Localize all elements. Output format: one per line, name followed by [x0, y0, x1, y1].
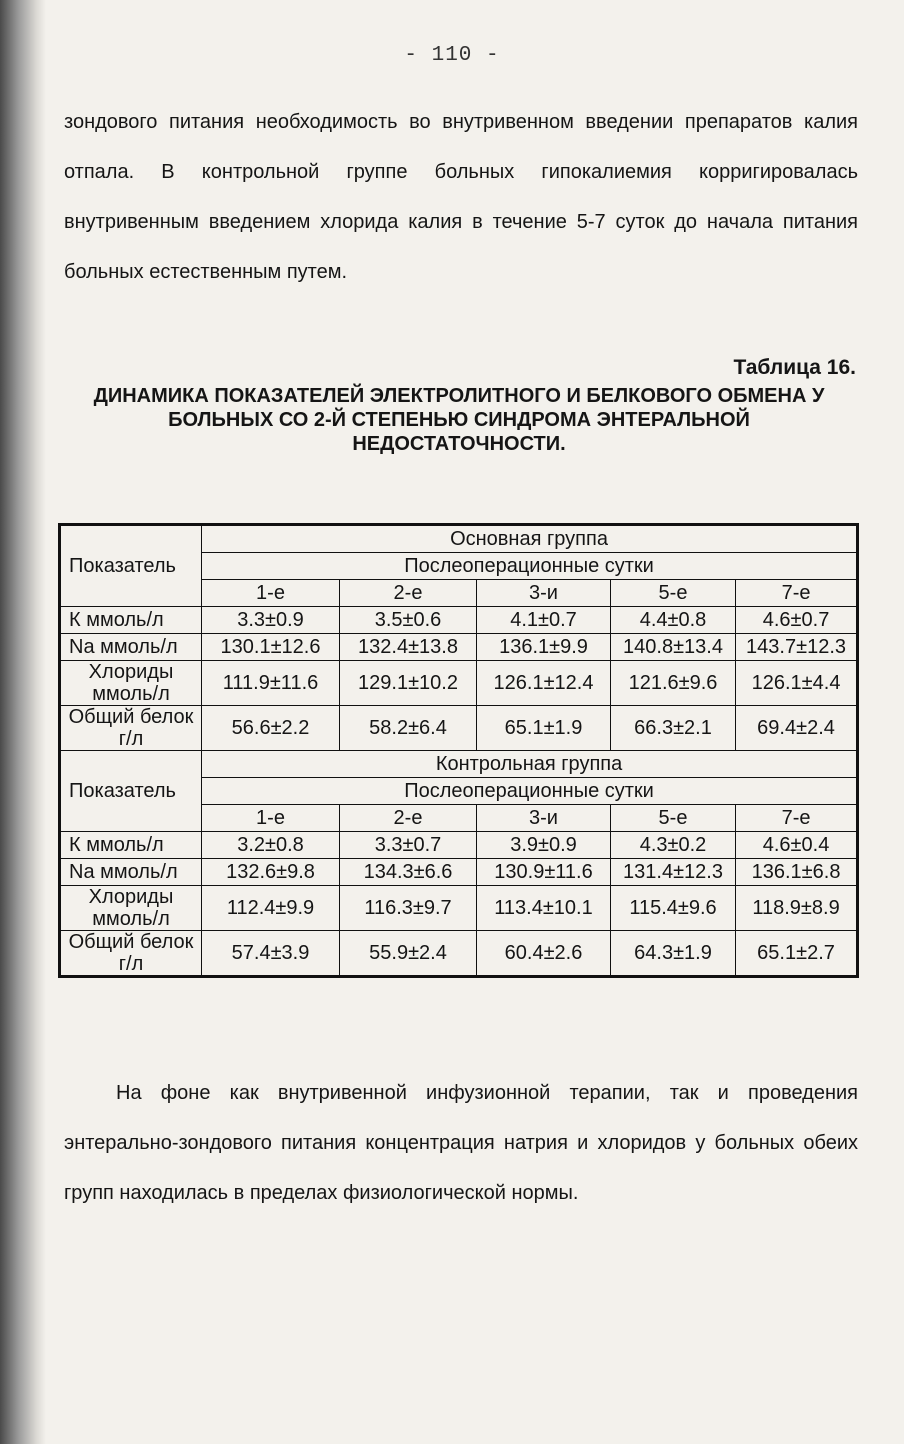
table-cell: 3.5±0.6	[340, 607, 477, 634]
row-label: Na ммоль/л	[60, 859, 202, 886]
table-row	[60, 832, 858, 859]
group-name: Контрольная группа	[202, 751, 858, 778]
row-label: Хлориды ммоль/л	[60, 661, 202, 706]
table-label: Таблица 16.	[733, 356, 856, 379]
table-cell: 4.6±0.4	[736, 832, 858, 859]
table-row	[60, 706, 858, 751]
table-cell: 66.3±2.1	[611, 706, 736, 751]
table-row	[60, 859, 858, 886]
day-header: 3-и	[477, 805, 611, 832]
group-name: Основная группа	[202, 525, 858, 553]
table-row	[60, 661, 858, 706]
table-cell: 136.1±6.8	[736, 859, 858, 886]
table-cell: 3.2±0.8	[202, 832, 340, 859]
table-cell: 58.2±6.4	[340, 706, 477, 751]
table-cell: 129.1±10.2	[340, 661, 477, 706]
page-gutter-shadow	[0, 0, 46, 1444]
row-header-label: Показатель	[60, 525, 202, 607]
day-header: 5-е	[611, 805, 736, 832]
day-header: 7-е	[736, 805, 858, 832]
table-cell: 60.4±2.6	[477, 931, 611, 977]
day-header: 1-е	[202, 805, 340, 832]
row-label: Общий белок г/л	[60, 931, 202, 977]
table-cell: 132.6±9.8	[202, 859, 340, 886]
group-header-row	[60, 751, 858, 778]
table-cell: 121.6±9.6	[611, 661, 736, 706]
page-number: - 110 -	[404, 44, 500, 67]
paragraph-top-text: зондового питания необходимость во внутривенном введении препаратов калия отпала. В контрольной группе больных гипокалиемия корригировалась внутривенным введением хлорида калия в течение 5-7 суток до начала питания больных естественным путем.	[64, 111, 858, 283]
group-header-row	[60, 525, 858, 553]
day-header: 3-и	[477, 580, 611, 607]
table-cell: 140.8±13.4	[611, 634, 736, 661]
table-cell: 126.1±12.4	[477, 661, 611, 706]
table-title: ДИНАМИКА ПОКАЗАТЕЛЕЙ ЭЛЕКТРОЛИТНОГО И БЕЛКОВОГО ОБМЕНА У БОЛЬНЫХ СО 2-Й СТЕПЕНЬЮ СИНДРОМА ЭНТЕРАЛЬНОЙ НЕДОСТАТОЧНОСТИ.	[93, 385, 825, 455]
table-cell: 55.9±2.4	[340, 931, 477, 977]
table-row	[60, 634, 858, 661]
table-row	[60, 931, 858, 977]
table-cell: 130.1±12.6	[202, 634, 340, 661]
table-cell: 126.1±4.4	[736, 661, 858, 706]
table-cell: 4.3±0.2	[611, 832, 736, 859]
day-header: 2-е	[340, 805, 477, 832]
table-cell: 57.4±3.9	[202, 931, 340, 977]
table-cell: 115.4±9.6	[611, 886, 736, 931]
day-header: 2-е	[340, 580, 477, 607]
row-label: К ммоль/л	[60, 832, 202, 859]
table-cell: 112.4±9.9	[202, 886, 340, 931]
table-row	[60, 607, 858, 634]
table-cell: 113.4±10.1	[477, 886, 611, 931]
table-cell: 3.3±0.9	[202, 607, 340, 634]
table-cell: 130.9±11.6	[477, 859, 611, 886]
paragraph-bottom-text: На фоне как внутривенной инфузионной терапии, так и проведения энтерально-зондового питания концентрация натрия и хлоридов у больных обеих групп находилась в пределах физиологической нормы.	[64, 1082, 858, 1204]
row-label: Общий белок г/л	[60, 706, 202, 751]
row-label: Хлориды ммоль/л	[60, 886, 202, 931]
data-table	[58, 523, 859, 978]
subheader-label: Послеоперационные сутки	[202, 553, 858, 580]
table-cell: 4.1±0.7	[477, 607, 611, 634]
table-cell: 69.4±2.4	[736, 706, 858, 751]
table-cell: 143.7±12.3	[736, 634, 858, 661]
table-cell: 64.3±1.9	[611, 931, 736, 977]
paragraph-top	[64, 97, 858, 297]
table-cell: 136.1±9.9	[477, 634, 611, 661]
table-cell: 65.1±2.7	[736, 931, 858, 977]
table-cell: 4.6±0.7	[736, 607, 858, 634]
day-header: 5-е	[611, 580, 736, 607]
row-header-label: Показатель	[60, 751, 202, 832]
table-row	[60, 886, 858, 931]
table-cell: 134.3±6.6	[340, 859, 477, 886]
day-header: 7-е	[736, 580, 858, 607]
table-cell: 111.9±11.6	[202, 661, 340, 706]
table-cell: 131.4±12.3	[611, 859, 736, 886]
table-cell: 65.1±1.9	[477, 706, 611, 751]
table-cell: 116.3±9.7	[340, 886, 477, 931]
table-cell: 3.9±0.9	[477, 832, 611, 859]
paragraph-bottom	[64, 1068, 858, 1218]
table-cell: 118.9±8.9	[736, 886, 858, 931]
table-cell: 56.6±2.2	[202, 706, 340, 751]
table-cell: 132.4±13.8	[340, 634, 477, 661]
day-header: 1-е	[202, 580, 340, 607]
table-cell: 3.3±0.7	[340, 832, 477, 859]
table-cell: 4.4±0.8	[611, 607, 736, 634]
row-label: К ммоль/л	[60, 607, 202, 634]
row-label: Na ммоль/л	[60, 634, 202, 661]
subheader-label: Послеоперационные сутки	[202, 778, 858, 805]
